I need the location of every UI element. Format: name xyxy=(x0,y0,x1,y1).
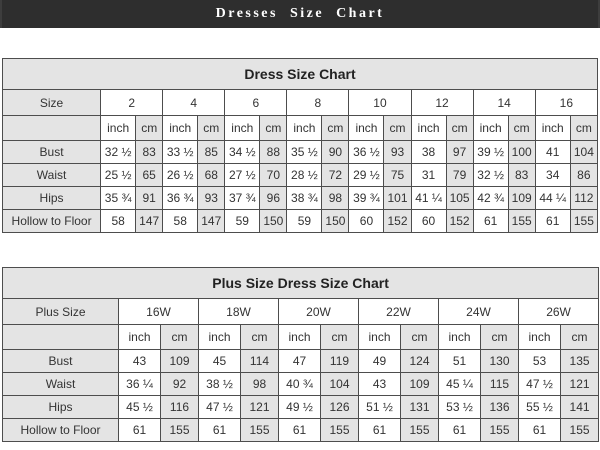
measurement-value: 49 xyxy=(359,350,401,373)
measurement-value: 104 xyxy=(570,141,597,164)
measurement-value: 83 xyxy=(136,141,163,164)
measurement-value: 61 xyxy=(535,210,570,233)
measurement-value: 155 xyxy=(321,419,359,442)
measurement-value: 27 ½ xyxy=(225,164,260,187)
measurement-value: 141 xyxy=(561,396,599,419)
measurement-value: 47 xyxy=(279,350,321,373)
unit-inch-header: inch xyxy=(163,116,198,141)
measurement-value: 47 ½ xyxy=(199,396,241,419)
table-row xyxy=(3,350,599,373)
size-col-header: 14 xyxy=(473,90,535,116)
page-title: Dresses Size Chart xyxy=(215,6,385,21)
table-row xyxy=(3,419,599,442)
table-row xyxy=(3,164,598,187)
size-col-header: 4 xyxy=(163,90,225,116)
unit-inch-header: inch xyxy=(101,116,136,141)
measurement-value: 152 xyxy=(446,210,473,233)
measurement-value: 150 xyxy=(260,210,287,233)
table-title: Dress Size Chart xyxy=(3,59,598,90)
size-col-header: 8 xyxy=(287,90,349,116)
measurement-value: 114 xyxy=(241,350,279,373)
measurement-value: 28 ½ xyxy=(287,164,322,187)
unit-cm-header: cm xyxy=(321,325,359,350)
measurement-value: 105 xyxy=(446,187,473,210)
measurement-value: 32 ½ xyxy=(101,141,136,164)
measurement-value: 121 xyxy=(561,373,599,396)
measurement-value: 45 xyxy=(199,350,241,373)
size-col-header: 26W xyxy=(519,299,599,325)
measurement-value: 51 xyxy=(439,350,481,373)
measurement-value: 39 ¾ xyxy=(349,187,384,210)
unit-cm-header: cm xyxy=(136,116,163,141)
measurement-value: 124 xyxy=(401,350,439,373)
unit-cm-header: cm xyxy=(508,116,535,141)
measurement-value: 35 ½ xyxy=(287,141,322,164)
size-col-header: 20W xyxy=(279,299,359,325)
measurement-value: 35 ¾ xyxy=(101,187,136,210)
measurement-value: 51 ½ xyxy=(359,396,401,419)
measurement-value: 155 xyxy=(161,419,199,442)
measurement-label: Bust xyxy=(3,350,119,373)
unit-cm-header: cm xyxy=(260,116,287,141)
size-col-header: 6 xyxy=(225,90,287,116)
measurement-value: 43 xyxy=(119,350,161,373)
measurement-value: 41 xyxy=(535,141,570,164)
unit-inch-header: inch xyxy=(359,325,401,350)
unit-inch-header: inch xyxy=(519,325,561,350)
unit-inch-header: inch xyxy=(349,116,384,141)
unit-cm-header: cm xyxy=(570,116,597,141)
measurement-value: 41 ¼ xyxy=(411,187,446,210)
measurement-value: 33 ½ xyxy=(163,141,198,164)
measurement-value: 93 xyxy=(384,141,411,164)
measurement-value: 116 xyxy=(161,396,199,419)
table-row xyxy=(3,210,598,233)
measurement-value: 58 xyxy=(163,210,198,233)
measurement-value: 100 xyxy=(508,141,535,164)
measurement-value: 36 ¼ xyxy=(119,373,161,396)
size-col-header: 2 xyxy=(101,90,163,116)
unit-cm-header: cm xyxy=(241,325,279,350)
table-row xyxy=(3,187,598,210)
measurement-value: 38 ½ xyxy=(199,373,241,396)
measurement-label: Hollow to Floor xyxy=(3,210,101,233)
unit-row-empty-cell xyxy=(3,325,119,350)
measurement-value: 147 xyxy=(198,210,225,233)
measurement-value: 90 xyxy=(322,141,349,164)
measurement-value: 88 xyxy=(260,141,287,164)
unit-cm-header: cm xyxy=(161,325,199,350)
measurement-value: 39 ½ xyxy=(473,141,508,164)
measurement-label: Waist xyxy=(3,373,119,396)
measurement-value: 109 xyxy=(508,187,535,210)
measurement-value: 112 xyxy=(570,187,597,210)
measurement-value: 135 xyxy=(561,350,599,373)
plus-size-dress-size-chart-table xyxy=(2,267,599,442)
size-col-header: 10 xyxy=(349,90,411,116)
title-bar xyxy=(0,0,600,28)
unit-inch-header: inch xyxy=(119,325,161,350)
unit-cm-header: cm xyxy=(322,116,349,141)
measurement-label: Hips xyxy=(3,396,119,419)
measurement-value: 98 xyxy=(241,373,279,396)
measurement-value: 53 xyxy=(519,350,561,373)
measurement-value: 29 ½ xyxy=(349,164,384,187)
measurement-value: 152 xyxy=(384,210,411,233)
measurement-value: 47 ½ xyxy=(519,373,561,396)
measurement-value: 60 xyxy=(411,210,446,233)
measurement-value: 61 xyxy=(473,210,508,233)
measurement-value: 119 xyxy=(321,350,359,373)
unit-inch-header: inch xyxy=(225,116,260,141)
measurement-value: 38 xyxy=(411,141,446,164)
measurement-value: 70 xyxy=(260,164,287,187)
measurement-value: 61 xyxy=(119,419,161,442)
measurement-value: 75 xyxy=(384,164,411,187)
measurement-value: 31 xyxy=(411,164,446,187)
measurement-value: 60 xyxy=(349,210,384,233)
measurement-value: 25 ½ xyxy=(101,164,136,187)
unit-cm-header: cm xyxy=(561,325,599,350)
table-row xyxy=(3,141,598,164)
measurement-value: 45 ¼ xyxy=(439,373,481,396)
measurement-value: 155 xyxy=(481,419,519,442)
unit-inch-header: inch xyxy=(439,325,481,350)
measurement-value: 61 xyxy=(359,419,401,442)
unit-inch-header: inch xyxy=(199,325,241,350)
unit-cm-header: cm xyxy=(481,325,519,350)
size-col-header: 16W xyxy=(119,299,199,325)
measurement-value: 115 xyxy=(481,373,519,396)
size-col-header: 12 xyxy=(411,90,473,116)
unit-cm-header: cm xyxy=(198,116,225,141)
measurement-value: 91 xyxy=(136,187,163,210)
table-title: Plus Size Dress Size Chart xyxy=(3,268,599,299)
measurement-value: 121 xyxy=(241,396,279,419)
measurement-value: 93 xyxy=(198,187,225,210)
measurement-value: 42 ¾ xyxy=(473,187,508,210)
measurement-value: 61 xyxy=(439,419,481,442)
measurement-value: 72 xyxy=(322,164,349,187)
measurement-label: Waist xyxy=(3,164,101,187)
measurement-value: 68 xyxy=(198,164,225,187)
measurement-value: 34 xyxy=(535,164,570,187)
measurement-value: 59 xyxy=(225,210,260,233)
measurement-value: 109 xyxy=(161,350,199,373)
measurement-label: Hollow to Floor xyxy=(3,419,119,442)
measurement-value: 136 xyxy=(481,396,519,419)
unit-cm-header: cm xyxy=(401,325,439,350)
measurement-value: 34 ½ xyxy=(225,141,260,164)
measurement-value: 85 xyxy=(198,141,225,164)
unit-inch-header: inch xyxy=(473,116,508,141)
measurement-value: 150 xyxy=(322,210,349,233)
dress-size-chart-table xyxy=(2,58,598,233)
size-col-header: 18W xyxy=(199,299,279,325)
unit-inch-header: inch xyxy=(535,116,570,141)
size-col-header: 16 xyxy=(535,90,597,116)
measurement-value: 65 xyxy=(136,164,163,187)
measurement-value: 130 xyxy=(481,350,519,373)
measurement-value: 96 xyxy=(260,187,287,210)
measurement-value: 126 xyxy=(321,396,359,419)
unit-row-empty-cell xyxy=(3,116,101,141)
table-row xyxy=(3,396,599,419)
size-row-label: Size xyxy=(3,90,101,116)
measurement-value: 79 xyxy=(446,164,473,187)
measurement-value: 32 ½ xyxy=(473,164,508,187)
measurement-value: 155 xyxy=(561,419,599,442)
measurement-value: 83 xyxy=(508,164,535,187)
measurement-value: 40 ¾ xyxy=(279,373,321,396)
measurement-value: 98 xyxy=(322,187,349,210)
measurement-value: 58 xyxy=(101,210,136,233)
measurement-value: 49 ½ xyxy=(279,396,321,419)
measurement-value: 104 xyxy=(321,373,359,396)
measurement-value: 101 xyxy=(384,187,411,210)
measurement-value: 155 xyxy=(241,419,279,442)
measurement-value: 43 xyxy=(359,373,401,396)
measurement-value: 36 ¾ xyxy=(163,187,198,210)
measurement-label: Hips xyxy=(3,187,101,210)
measurement-value: 131 xyxy=(401,396,439,419)
unit-inch-header: inch xyxy=(287,116,322,141)
measurement-value: 55 ½ xyxy=(519,396,561,419)
measurement-value: 59 xyxy=(287,210,322,233)
measurement-value: 61 xyxy=(199,419,241,442)
measurement-value: 44 ¼ xyxy=(535,187,570,210)
measurement-value: 36 ½ xyxy=(349,141,384,164)
measurement-value: 26 ½ xyxy=(163,164,198,187)
measurement-value: 109 xyxy=(401,373,439,396)
measurement-value: 53 ½ xyxy=(439,396,481,419)
measurement-value: 38 ¾ xyxy=(287,187,322,210)
measurement-value: 86 xyxy=(570,164,597,187)
size-col-header: 22W xyxy=(359,299,439,325)
unit-cm-header: cm xyxy=(384,116,411,141)
measurement-value: 92 xyxy=(161,373,199,396)
size-row-label: Plus Size xyxy=(3,299,119,325)
measurement-value: 45 ½ xyxy=(119,396,161,419)
unit-inch-header: inch xyxy=(279,325,321,350)
table-row xyxy=(3,373,599,396)
size-col-header: 24W xyxy=(439,299,519,325)
measurement-value: 155 xyxy=(401,419,439,442)
measurement-value: 155 xyxy=(508,210,535,233)
unit-inch-header: inch xyxy=(411,116,446,141)
measurement-value: 37 ¾ xyxy=(225,187,260,210)
measurement-value: 155 xyxy=(570,210,597,233)
measurement-value: 147 xyxy=(136,210,163,233)
unit-cm-header: cm xyxy=(446,116,473,141)
measurement-value: 97 xyxy=(446,141,473,164)
measurement-value: 61 xyxy=(519,419,561,442)
measurement-label: Bust xyxy=(3,141,101,164)
measurement-value: 61 xyxy=(279,419,321,442)
